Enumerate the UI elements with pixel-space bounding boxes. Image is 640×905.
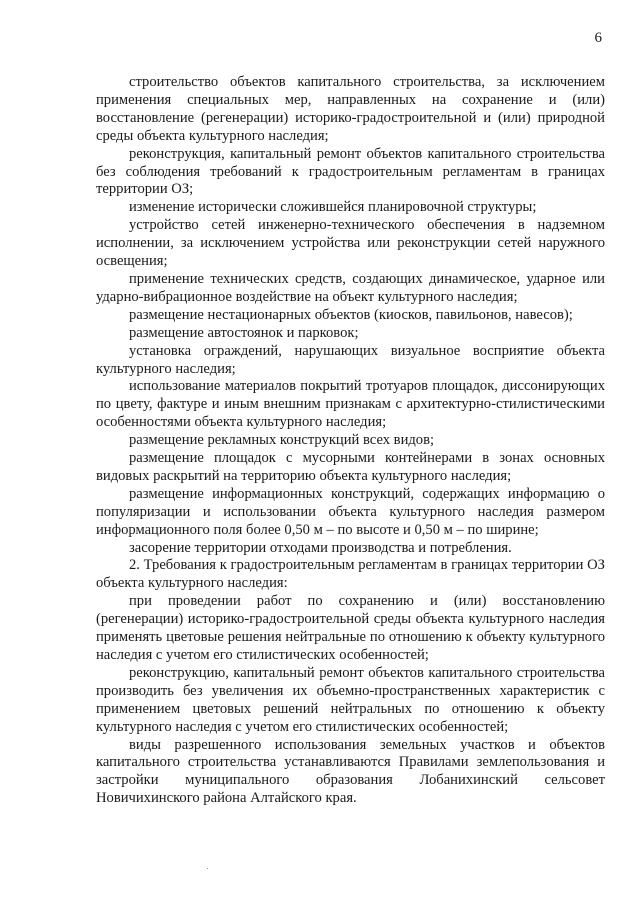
paragraph-10: размещение рекламных конструкций всех видов; (129, 432, 435, 449)
paragraph-11: размещение площадок с мусорными контейнерами в зонах основных видовых раскрытий на территорию объекта культурного наследия; (96, 450, 605, 484)
paragraph-16: реконструкцию, капитальный ремонт объектов капитального строительства производить без увеличения их объемно-пространственных характеристик с применением цветовых решений нейтральных по отношению к объекту культурного наследия с учетом его стилистических особенностей; (96, 664, 605, 735)
paragraph-13: засорение территории отходами производства и потребления. (129, 539, 512, 556)
paragraph-7: размещение автостоянок и парковок; (129, 324, 359, 341)
paragraph-5: применение технических средств, создающих динамическое, ударное или ударно-вибрационное воздействие на объект культурного наследия; (96, 270, 605, 305)
paragraph-12: размещение информационных конструкций, содержащих информацию о популяризации и использовании объекта культурного наследия размером информационного поля более 0,50 м – по высоте и 0,50 м – по ширине; (96, 485, 605, 538)
page-number: 6 (594, 30, 602, 46)
section-2-heading: 2. Требования к градостроительным регламентам в границах территории ОЗ объекта культурного наследия: (96, 557, 605, 592)
paragraph-6: размещение нестационарных объектов (киосков, павильонов, навесов); (129, 306, 573, 323)
paragraph-8: установка ограждений, нарушающих визуальное восприятие объекта культурного наследия; (96, 342, 605, 377)
paragraph-4: устройство сетей инженерно-технического обеспечения в надземном исполнении, за исключением устройства или реконструкции сетей наружного освещения; (96, 217, 605, 270)
paragraph-2: реконструкция, капитальный ремонт объектов капитального строительства без соблюдения требований к градостроительным регламентам в границах территории ОЗ; (96, 145, 605, 198)
paragraph-15: при проведении работ по сохранению и (или) восстановлению (регенерации) историко-градостроительной среды объекта культурного наследия применять цветовые решения нейтральные по отношению к объекту культурного наследия с учетом его стилистических особенностей; (96, 593, 605, 663)
paragraph-3: изменение исторически сложившейся планировочной структуры; (129, 199, 537, 216)
paragraph-1: строительство объектов капитального строительства, за исключением применения специальных мер, направленных на сохранение и (или) восстановление (регенерации) историко-градостроительной и (или) природной среды объекта культурного наследия; (96, 74, 605, 144)
document-body (96, 74, 605, 808)
scan-speck (207, 868, 208, 869)
paragraph-9: использование материалов покрытий тротуаров площадок, диссонирующих по цвету, фактуре и иным внешним признакам с архитектурно-стилистическими особенностями объекта культурного наследия; (96, 378, 605, 431)
paragraph-17: виды разрешенного использования земельных участков и объектов капитального строительства устанавливаются Правилами землепользования и застройки муниципального образования Лобанихинский сельсовет Новичихинского района Алтайского края. (96, 736, 605, 807)
